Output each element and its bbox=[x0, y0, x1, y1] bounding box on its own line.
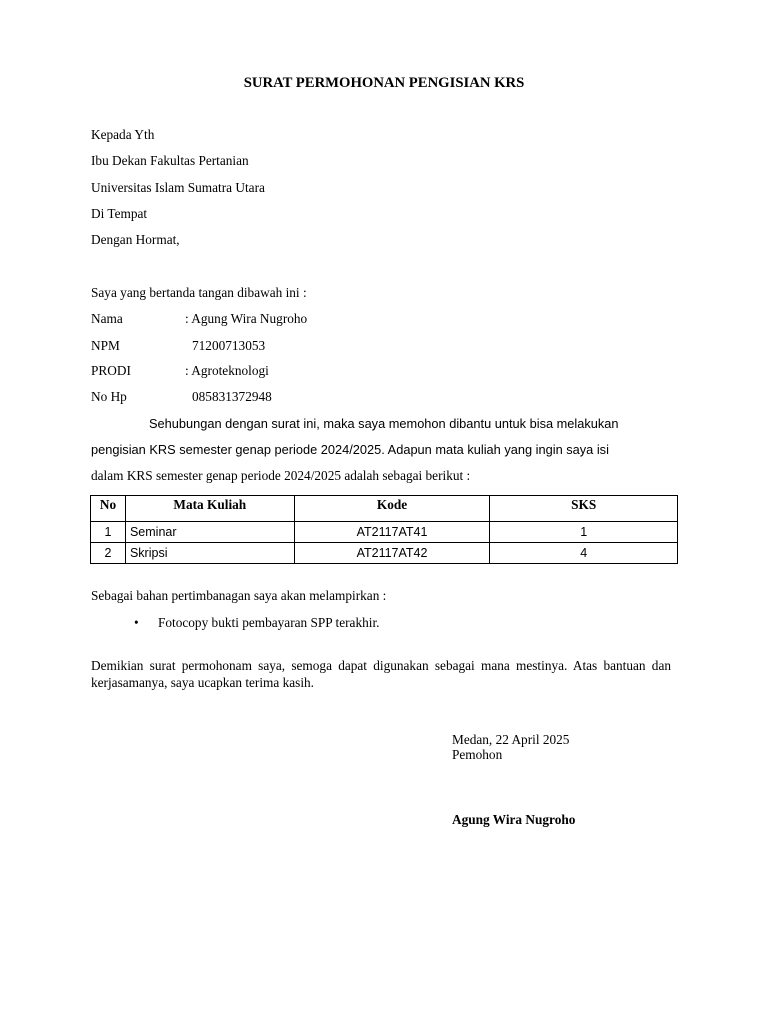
signer-name: Agung Wira Nugroho bbox=[452, 812, 576, 827]
header-sks: SKS bbox=[490, 496, 678, 522]
closing-paragraph: Demikian surat permohonam saya, semoga dapat digunakan sebagai mana mestinya. Atas bantuan dan kerjasamanya, saya ucapkan terima kasih. bbox=[91, 658, 671, 690]
recipient-line-2: Ibu Dekan Fakultas Pertanian bbox=[91, 153, 249, 168]
course-table bbox=[90, 495, 678, 564]
hp-label: No Hp bbox=[91, 389, 127, 404]
row-1-kode: AT2117AT41 bbox=[294, 522, 490, 543]
row-2-sks: 4 bbox=[490, 543, 678, 564]
header-mata-kuliah: Mata Kuliah bbox=[125, 496, 294, 522]
letter-title: SURAT PERMOHONAN PENGISIAN KRS bbox=[243, 75, 525, 91]
recipient-line-1: Kepada Yth bbox=[91, 127, 155, 142]
nama-label: Nama bbox=[91, 311, 123, 326]
prodi-value: : Agroteknologi bbox=[185, 363, 269, 378]
row-2-kode: AT2117AT42 bbox=[294, 543, 490, 564]
place-date: Medan, 22 April 2025 bbox=[452, 732, 570, 747]
npm-value: 71200713053 bbox=[192, 338, 266, 353]
attachment-item: Fotocopy bukti pembayaran SPP terakhir. bbox=[158, 615, 380, 630]
row-1-sks: 1 bbox=[490, 522, 678, 543]
greeting: Dengan Hormat, bbox=[91, 232, 180, 247]
intro-text: Saya yang bertanda tangan dibawah ini : bbox=[91, 285, 307, 300]
prodi-label: PRODI bbox=[91, 363, 131, 378]
nama-value: : Agung Wira Nugroho bbox=[185, 311, 308, 326]
recipient-line-3: Universitas Islam Sumatra Utara bbox=[91, 180, 265, 195]
header-kode: Kode bbox=[294, 496, 490, 522]
row-1-mata-kuliah: Seminar bbox=[125, 522, 294, 543]
header-no: No bbox=[91, 496, 126, 522]
attachments-intro: Sebagai bahan pertimbanagan saya akan melampirkan : bbox=[91, 588, 387, 603]
table-header-row bbox=[91, 496, 678, 522]
npm-label: NPM bbox=[91, 338, 120, 353]
table-row bbox=[91, 543, 678, 564]
table-row bbox=[91, 522, 678, 543]
body-line-3: dalam KRS semester genap periode 2024/2025 adalah sebagai berikut : bbox=[91, 468, 471, 483]
row-1-no: 1 bbox=[91, 522, 126, 543]
body-line-1: Sehubungan dengan surat ini, maka saya memohon dibantu untuk bisa melakukan bbox=[149, 416, 619, 431]
body-line-2: pengisian KRS semester genap periode 2024/2025. Adapun mata kuliah yang ingin saya isi bbox=[91, 442, 609, 457]
hp-value: 085831372948 bbox=[192, 389, 272, 404]
row-2-mata-kuliah: Skripsi bbox=[125, 543, 294, 564]
recipient-line-4: Di Tempat bbox=[91, 206, 148, 221]
row-2-no: 2 bbox=[91, 543, 126, 564]
signer-role: Pemohon bbox=[452, 747, 503, 762]
bullet-icon: • bbox=[134, 615, 139, 630]
